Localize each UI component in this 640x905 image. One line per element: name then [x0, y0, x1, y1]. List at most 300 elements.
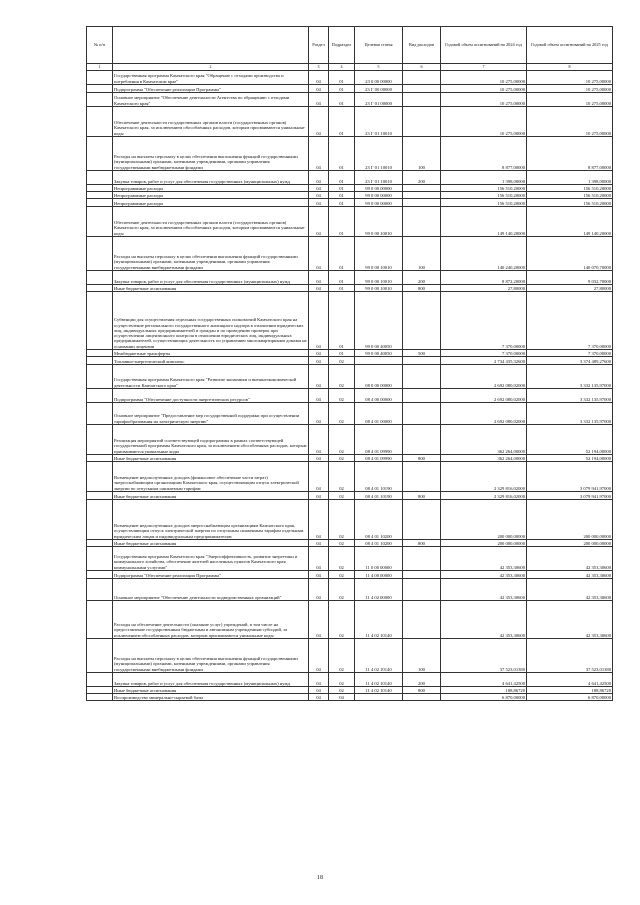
cell-amount-year-1: 140 240,20000 — [441, 237, 527, 271]
table-row — [87, 93, 613, 107]
cell-name: Иные бюджетные ассигнования — [113, 285, 309, 292]
cell-section: 04 — [309, 639, 329, 673]
cell-target-article: 99 0 00 00000 — [355, 199, 403, 207]
cell-number — [87, 425, 113, 455]
cell-subsection: 01 — [329, 350, 355, 357]
cell-expense-type — [403, 207, 441, 237]
cell-amount-year-1: 362 264,00000 — [441, 425, 527, 455]
cell-section: 04 — [309, 199, 329, 207]
cell-name: Возмещение недополученных доходов энергоснабжающим организациям Камчатского края, осуществляющим отпуск электрической энергии по отпускным сниженным тарифам отдельным юридическим лицам и индивидуальным предпринимателям — [113, 500, 309, 540]
cell-amount-year-2: 140 070,70000 — [527, 237, 613, 271]
table-row — [87, 601, 613, 639]
cell-number — [87, 192, 113, 199]
cell-amount-year-2: 9 032,70000 — [527, 271, 613, 285]
cell-number — [87, 357, 113, 365]
cell-expense-type — [403, 425, 441, 455]
cell-number — [87, 694, 113, 701]
cell-subsection: 02 — [329, 547, 355, 571]
table-row — [87, 171, 613, 185]
cell-target-article: 23 Г 01 10010 — [355, 137, 403, 171]
cell-subsection: 02 — [329, 462, 355, 492]
cell-amount-year-1: 10 275,00000 — [441, 85, 527, 93]
table-row — [87, 673, 613, 687]
header-subsection: Подраздел — [329, 27, 355, 64]
cell-subsection: 01 — [329, 107, 355, 137]
cell-amount-year-2: 6 870,00000 — [527, 694, 613, 701]
cell-target-article: 11 4 02 10140 — [355, 639, 403, 673]
cell-subsection: 01 — [329, 171, 355, 185]
cell-target-article: 08 4 01 10190 — [355, 492, 403, 500]
cell-expense-type — [403, 93, 441, 107]
cell-amount-year-2: 42 353,30600 — [527, 547, 613, 571]
cell-number — [87, 579, 113, 601]
cell-amount-year-2: 1 398,00000 — [527, 171, 613, 185]
cell-number — [87, 547, 113, 571]
cell-amount-year-1: 156 510,20000 — [441, 185, 527, 192]
cell-expense-type — [403, 571, 441, 579]
cell-subsection: 02 — [329, 425, 355, 455]
cell-section: 04 — [309, 357, 329, 365]
cell-amount-year-1: 10 275,00000 — [441, 107, 527, 137]
header-target-article: Целевая статья — [355, 27, 403, 64]
cell-target-article: 08 4 01 10190 — [355, 462, 403, 492]
cell-expense-type — [403, 403, 441, 425]
cell-target-article: 08 4 01 09990 — [355, 425, 403, 455]
cell-expense-type: 200 — [403, 271, 441, 285]
cell-amount-year-1: 2 692 080,02000 — [441, 365, 527, 389]
cell-section: 04 — [309, 687, 329, 694]
cell-amount-year-2: 27,80000 — [527, 285, 613, 292]
cell-subsection: 02 — [329, 500, 355, 540]
cell-section: 04 — [309, 107, 329, 137]
cell-subsection: 01 — [329, 71, 355, 85]
cell-section: 04 — [309, 171, 329, 185]
header-year-1: Годовой объем ассигнований на 2024 год — [441, 27, 527, 64]
cell-name: Иные бюджетные ассигнования — [113, 687, 309, 694]
cell-expense-type — [403, 357, 441, 365]
table-row — [87, 462, 613, 492]
cell-amount-year-2: 42 353,30600 — [527, 579, 613, 601]
cell-section: 04 — [309, 547, 329, 571]
cell-expense-type — [403, 462, 441, 492]
header-expense-type: Вид расходов — [403, 27, 441, 64]
cell-section: 04 — [309, 237, 329, 271]
cell-section: 04 — [309, 455, 329, 462]
cell-amount-year-1: 149 140,20000 — [441, 207, 527, 237]
cell-subsection: 02 — [329, 579, 355, 601]
cell-subsection: 02 — [329, 601, 355, 639]
cell-section: 04 — [309, 71, 329, 85]
cell-section: 04 — [309, 389, 329, 403]
table-row — [87, 500, 613, 540]
cell-amount-year-1: 362 264,00000 — [441, 455, 527, 462]
cell-subsection: 02 — [329, 389, 355, 403]
cell-expense-type: 800 — [403, 687, 441, 694]
cell-amount-year-1: 188,86720 — [441, 687, 527, 694]
cell-target-article: 23 Г 01 00000 — [355, 93, 403, 107]
budget-table — [86, 26, 613, 701]
cell-number — [87, 199, 113, 207]
column-number: 2 — [113, 64, 309, 71]
cell-expense-type: 800 — [403, 492, 441, 500]
cell-target-article: 99 0 00 10010 — [355, 237, 403, 271]
cell-number — [87, 673, 113, 687]
cell-subsection: 02 — [329, 455, 355, 462]
table-row — [87, 271, 613, 285]
cell-amount-year-2: 10 275,00000 — [527, 71, 613, 85]
cell-amount-year-1: 2 329 816,02000 — [441, 492, 527, 500]
cell-number — [87, 365, 113, 389]
cell-number — [87, 571, 113, 579]
cell-number — [87, 171, 113, 185]
cell-amount-year-2: 8 877,00000 — [527, 137, 613, 171]
table-row — [87, 207, 613, 237]
cell-amount-year-1: 2 734 435,32600 — [441, 357, 527, 365]
table-row — [87, 71, 613, 85]
cell-amount-year-2: 3 332 135,97000 — [527, 365, 613, 389]
cell-section: 04 — [309, 425, 329, 455]
cell-section: 04 — [309, 271, 329, 285]
cell-name: Расходы на выплаты персоналу в целях обеспечения выполнения функций государственными (муниципальными) органами, казенными учреждениями, органами управления государственными внебюджетными фондами — [113, 237, 309, 271]
cell-amount-year-1: 156 510,20000 — [441, 192, 527, 199]
cell-subsection: 01 — [329, 199, 355, 207]
table-row — [87, 425, 613, 455]
column-number-row — [87, 64, 613, 71]
cell-name: Топливно-энергетический комплекс — [113, 357, 309, 365]
cell-amount-year-2: 4 641,42500 — [527, 673, 613, 687]
cell-name: Основное мероприятие "Обеспечение деятельности Агентства по обращению с отходами Камчатского края" — [113, 93, 309, 107]
table-row — [87, 350, 613, 357]
cell-expense-type — [403, 292, 441, 350]
cell-amount-year-2: 42 353,30600 — [527, 601, 613, 639]
cell-name: Воспроизводство минерально-сырьевой базы — [113, 694, 309, 701]
cell-subsection: 02 — [329, 357, 355, 365]
cell-expense-type — [403, 85, 441, 93]
cell-name: Подпрограмма "Обеспечение реализации Программы" — [113, 85, 309, 93]
header-number: № п/п — [87, 27, 113, 64]
cell-subsection: 02 — [329, 639, 355, 673]
cell-amount-year-1: 200 000,00000 — [441, 540, 527, 547]
table-row — [87, 455, 613, 462]
cell-number — [87, 185, 113, 192]
cell-amount-year-1: 156 510,20000 — [441, 199, 527, 207]
cell-target-article: 08 0 00 00000 — [355, 365, 403, 389]
cell-number — [87, 271, 113, 285]
column-number: 4 — [329, 64, 355, 71]
cell-name: Основное мероприятие "Предоставление мер государственной поддержки при осуществлении тарифообразования на электрическую энергию" — [113, 403, 309, 425]
cell-target-article: 99 0 00 10010 — [355, 207, 403, 237]
cell-name: Обеспечение деятельности государственных органов власти (государственных органов) Камчатского края, за исключением обособленных расходов, которым присваиваются уникальные коды — [113, 107, 309, 137]
cell-amount-year-2: 156 510,20000 — [527, 185, 613, 192]
cell-name: Возмещение недополученных доходов (финансовое обеспечение части затрат) энергоснабжающим организациям Камчатского края, осуществляющим отпуск электрической энергии по отпускным снижаемым тарифам — [113, 462, 309, 492]
cell-amount-year-2: 10 275,00000 — [527, 107, 613, 137]
cell-subsection: 02 — [329, 492, 355, 500]
cell-name: Реализация мероприятий соответствующей подпрограммы в рамках соответствующей государственной программы Камчатского края, за исключением обособленных расходов, которым присваиваются уникальные коды — [113, 425, 309, 455]
cell-target-article: 99 0 00 00000 — [355, 192, 403, 199]
table-row — [87, 192, 613, 199]
cell-expense-type: 100 — [403, 137, 441, 171]
cell-number — [87, 107, 113, 137]
cell-subsection: 01 — [329, 85, 355, 93]
cell-expense-type: 100 — [403, 237, 441, 271]
cell-amount-year-2: 10 275,00000 — [527, 85, 613, 93]
table-row — [87, 292, 613, 350]
table-row — [87, 185, 613, 192]
cell-section: 04 — [309, 85, 329, 93]
cell-target-article: 99 0 00 40050 — [355, 350, 403, 357]
cell-amount-year-1: 7 370,00000 — [441, 292, 527, 350]
cell-expense-type — [403, 107, 441, 137]
cell-target-article: 08 4 01 00000 — [355, 403, 403, 425]
cell-section: 04 — [309, 207, 329, 237]
table-row — [87, 85, 613, 93]
table-row — [87, 540, 613, 547]
cell-number — [87, 93, 113, 107]
cell-section: 04 — [309, 540, 329, 547]
cell-number — [87, 601, 113, 639]
table-header-row — [87, 27, 613, 64]
table-row — [87, 389, 613, 403]
cell-amount-year-2: 3 079 941,97000 — [527, 462, 613, 492]
cell-amount-year-1: 8 872,20000 — [441, 271, 527, 285]
cell-target-article: 23 Г 01 10010 — [355, 107, 403, 137]
cell-amount-year-2: 37 523,01380 — [527, 639, 613, 673]
cell-name: Субвенции для осуществления отдельных государственных полномочий Камчатского края на осуществление регионального государственного жилищного надзора в отношении юридических лиц, индивидуальных предпринимателей и граждан и по проведению проверок при осуществлении лицензионного контроля в отношении юридических лиц, индивидуальных предпринимателей, осуществляющих деятельность по управлению многоквартирными домами на основании лицензии — [113, 292, 309, 350]
cell-name: Государственная программа Камчатского края "Энергоэффективность, развитие энергетики и коммунального хозяйства, обеспечение жителей населенных пунктов Камчатского края коммунальными услугами" — [113, 547, 309, 571]
cell-amount-year-1: 37 523,01380 — [441, 639, 527, 673]
cell-target-article: 23 Г 00 00000 — [355, 85, 403, 93]
cell-section: 04 — [309, 500, 329, 540]
column-number: 8 — [527, 64, 613, 71]
cell-subsection: 02 — [329, 687, 355, 694]
cell-amount-year-1: 42 353,30600 — [441, 601, 527, 639]
table-row — [87, 694, 613, 701]
table-row — [87, 403, 613, 425]
header-year-2: Годовой объем ассигнований на 2025 год — [527, 27, 613, 64]
cell-name: Государственная программа Камчатского края "Обращение с отходами производства и потребления в Камчатском крае" — [113, 71, 309, 85]
cell-expense-type — [403, 547, 441, 571]
cell-number — [87, 292, 113, 350]
cell-section: 04 — [309, 93, 329, 107]
cell-subsection: 01 — [329, 207, 355, 237]
cell-target-article: 99 0 00 00000 — [355, 185, 403, 192]
cell-target-article: 08 4 01 10200 — [355, 540, 403, 547]
cell-amount-year-2: 42 353,30600 — [527, 571, 613, 579]
cell-section: 04 — [309, 673, 329, 687]
cell-amount-year-2: 52 194,00000 — [527, 425, 613, 455]
cell-section: 04 — [309, 137, 329, 171]
cell-number — [87, 237, 113, 271]
cell-amount-year-1: 27,80000 — [441, 285, 527, 292]
cell-amount-year-1: 42 353,30600 — [441, 571, 527, 579]
cell-target-article: 08 4 01 10200 — [355, 500, 403, 540]
cell-section: 04 — [309, 292, 329, 350]
cell-amount-year-2: 3 079 941,97000 — [527, 492, 613, 500]
cell-amount-year-2: 3 374 489,27600 — [527, 357, 613, 365]
cell-target-article: 11 4 00 00000 — [355, 571, 403, 579]
header-name — [113, 27, 309, 64]
cell-expense-type — [403, 365, 441, 389]
cell-target-article: 11 0 00 00000 — [355, 547, 403, 571]
cell-number — [87, 403, 113, 425]
cell-target-article: 23 0 00 00000 — [355, 71, 403, 85]
table-row — [87, 199, 613, 207]
cell-section: 04 — [309, 185, 329, 192]
cell-subsection: 04 — [329, 694, 355, 701]
cell-section: 04 — [309, 571, 329, 579]
cell-subsection: 02 — [329, 403, 355, 425]
cell-expense-type: 200 — [403, 673, 441, 687]
cell-name: Непрограммные расходы — [113, 199, 309, 207]
cell-subsection: 02 — [329, 365, 355, 389]
cell-target-article: 08 4 00 00000 — [355, 389, 403, 403]
cell-name: Межбюджетные трансферты — [113, 350, 309, 357]
cell-target-article — [355, 357, 403, 365]
cell-target-article — [355, 694, 403, 701]
cell-expense-type — [403, 694, 441, 701]
cell-expense-type — [403, 601, 441, 639]
cell-expense-type: 200 — [403, 171, 441, 185]
cell-expense-type — [403, 389, 441, 403]
cell-amount-year-2: 3 332 135,97000 — [527, 389, 613, 403]
cell-number — [87, 500, 113, 540]
cell-number — [87, 687, 113, 694]
column-number: 7 — [441, 64, 527, 71]
cell-amount-year-1: 10 275,00000 — [441, 93, 527, 107]
cell-amount-year-2: 10 275,00000 — [527, 93, 613, 107]
table-row — [87, 357, 613, 365]
cell-section: 04 — [309, 601, 329, 639]
cell-target-article: 23 Г 01 10010 — [355, 171, 403, 185]
cell-name: Закупка товаров, работ и услуг для обеспечения государственных (муниципальных) нужд — [113, 271, 309, 285]
cell-amount-year-1: 8 877,00000 — [441, 137, 527, 171]
cell-name: Основное мероприятие "Обеспечение деятельности подведомственных организаций" — [113, 579, 309, 601]
cell-name: Закупка товаров, работ и услуг для обеспечения государственных (муниципальных) нужд — [113, 171, 309, 185]
cell-section: 04 — [309, 492, 329, 500]
cell-subsection: 02 — [329, 571, 355, 579]
cell-name: Иные бюджетные ассигнования — [113, 492, 309, 500]
cell-section: 04 — [309, 694, 329, 701]
cell-subsection: 01 — [329, 292, 355, 350]
cell-number — [87, 285, 113, 292]
cell-section: 04 — [309, 350, 329, 357]
cell-amount-year-2: 7 370,00000 — [527, 292, 613, 350]
cell-number — [87, 137, 113, 171]
cell-amount-year-2: 156 510,20000 — [527, 199, 613, 207]
cell-name: Расходы на выплаты персоналу в целях обеспечения выполнения функций государственными (муниципальными) органами, казенными учреждениями, органами управления государственными внебюджетными фондами — [113, 137, 309, 171]
cell-target-article: 99 0 00 10010 — [355, 285, 403, 292]
cell-section: 04 — [309, 403, 329, 425]
cell-name: Иные бюджетные ассигнования — [113, 455, 309, 462]
cell-subsection: 01 — [329, 93, 355, 107]
table-row — [87, 687, 613, 694]
cell-subsection: 01 — [329, 192, 355, 199]
cell-subsection: 01 — [329, 271, 355, 285]
cell-number — [87, 492, 113, 500]
cell-subsection: 02 — [329, 673, 355, 687]
cell-expense-type: 500 — [403, 350, 441, 357]
table-row — [87, 547, 613, 571]
cell-amount-year-1: 1 398,00000 — [441, 171, 527, 185]
cell-expense-type: 100 — [403, 639, 441, 673]
cell-name: Подпрограмма "Обеспечение реализации Программы" — [113, 571, 309, 579]
cell-number — [87, 85, 113, 93]
header-section: Раздел — [309, 27, 329, 64]
cell-target-article: 08 4 01 09990 — [355, 455, 403, 462]
table-row — [87, 492, 613, 500]
cell-expense-type: 800 — [403, 285, 441, 292]
cell-expense-type — [403, 192, 441, 199]
cell-amount-year-1: 6 870,00000 — [441, 694, 527, 701]
cell-target-article: 99 0 00 40050 — [355, 292, 403, 350]
column-number: 5 — [355, 64, 403, 71]
table-row — [87, 285, 613, 292]
cell-amount-year-1: 4 641,42500 — [441, 673, 527, 687]
cell-number — [87, 389, 113, 403]
cell-amount-year-1: 200 000,00000 — [441, 500, 527, 540]
cell-target-article: 11 4 02 10140 — [355, 673, 403, 687]
cell-number — [87, 350, 113, 357]
cell-section: 04 — [309, 285, 329, 292]
cell-amount-year-2: 200 000,00000 — [527, 540, 613, 547]
column-number: 6 — [403, 64, 441, 71]
cell-name: Государственная программа Камчатского края "Развитие экономики и внешнеэкономической деятельности Камчатского края" — [113, 365, 309, 389]
cell-name: Иные бюджетные ассигнования — [113, 540, 309, 547]
cell-section: 04 — [309, 192, 329, 199]
cell-target-article: 11 4 02 10140 — [355, 687, 403, 694]
cell-amount-year-2: 52 194,00000 — [527, 455, 613, 462]
cell-number — [87, 639, 113, 673]
cell-amount-year-1: 10 275,00000 — [441, 71, 527, 85]
cell-amount-year-1: 2 692 080,02000 — [441, 403, 527, 425]
table-row — [87, 107, 613, 137]
cell-name: Непрограммные расходы — [113, 192, 309, 199]
cell-subsection: 01 — [329, 285, 355, 292]
cell-target-article: 11 4 02 10140 — [355, 601, 403, 639]
cell-amount-year-2: 188,86720 — [527, 687, 613, 694]
page-number: 18 — [317, 875, 323, 881]
cell-amount-year-1: 2 692 080,02000 — [441, 389, 527, 403]
cell-number — [87, 207, 113, 237]
cell-expense-type: 800 — [403, 455, 441, 462]
cell-target-article: 11 4 02 00000 — [355, 579, 403, 601]
cell-subsection: 01 — [329, 237, 355, 271]
cell-name: Непрограммные расходы — [113, 185, 309, 192]
cell-section: 04 — [309, 462, 329, 492]
cell-amount-year-1: 42 353,30600 — [441, 547, 527, 571]
cell-expense-type — [403, 500, 441, 540]
cell-target-article: 99 0 00 10010 — [355, 271, 403, 285]
cell-amount-year-2: 7 370,00000 — [527, 350, 613, 357]
table-body — [87, 71, 613, 701]
cell-subsection: 02 — [329, 540, 355, 547]
cell-subsection: 01 — [329, 185, 355, 192]
cell-name: Расходы на выплаты персоналу в целях обеспечения выполнения функций государственными (муниципальными) органами, казенными учреждениями, органами управления государственными внебюджетными фондами — [113, 639, 309, 673]
cell-expense-type: 800 — [403, 540, 441, 547]
table-row — [87, 237, 613, 271]
cell-amount-year-2: 149 140,20000 — [527, 207, 613, 237]
cell-amount-year-2: 156 510,20000 — [527, 192, 613, 199]
table-row — [87, 579, 613, 601]
cell-name: Закупка товаров, работ и услуг для обеспечения государственных (муниципальных) нужд — [113, 673, 309, 687]
cell-number — [87, 71, 113, 85]
column-number: 3 — [309, 64, 329, 71]
cell-amount-year-1: 42 353,30600 — [441, 579, 527, 601]
cell-expense-type — [403, 579, 441, 601]
cell-number — [87, 455, 113, 462]
cell-amount-year-1: 2 329 816,02000 — [441, 462, 527, 492]
cell-section: 04 — [309, 579, 329, 601]
